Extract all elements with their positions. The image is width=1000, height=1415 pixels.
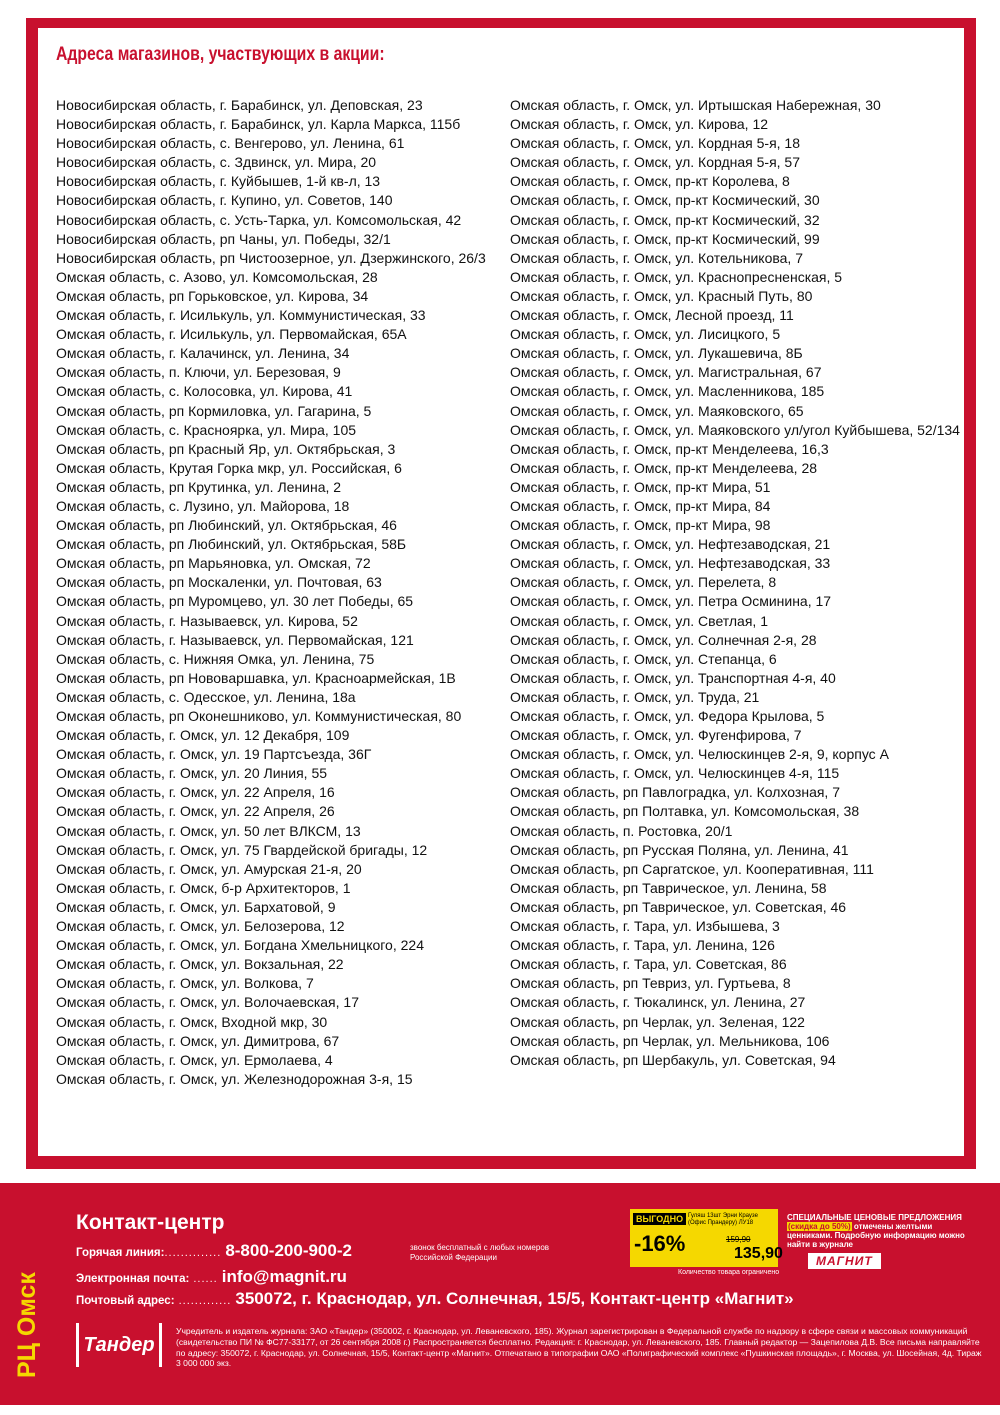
address-item: Омская область, г. Омск, ул. Труда, 21 (510, 688, 760, 705)
address-item: Омская область, г. Омск, ул. 50 лет ВЛКСМ, 13 (56, 822, 361, 839)
legal-text: Учредитель и издатель журнала: ЗАО «Тандер» (350002, г. Краснодар, ул. Леваневского, 185). Журнал зарегистрирован в Федеральной службе по надзору в сфере связи и массовых коммуникаций (свидетельство ПИ № ФС77-33177, от 26 сентября 2008 г.) Распространяется бесплатно. Редакция: г. Краснодар, ул. Леваневского, 185. Главный редактор — Зацепилова Д.В. Все письма направляйте по адресу: 350072, г. Краснодар, ул. Солнечная, 15/5, Контакт-центр «Магнит». Отпечатано в типографии ОАО «Полиграфический комплекс «Пушкинская площадь», г. Москва, ул. Шосейная, 4д. Тираж 3 000 000 экз. (176, 1326, 982, 1369)
address-item: Омская область, г. Омск, ул. Ермолаева, 4 (56, 1051, 333, 1068)
address-item: Омская область, г. Омск, пр-кт Космический, 30 (510, 192, 820, 209)
postal-label: Почтовый адрес: (76, 1295, 175, 1307)
address-item: Омская область, г. Омск, ул. Кордная 5-я, 57 (510, 154, 801, 171)
address-item: Омская область, рп Павлоградка, ул. Колхозная, 7 (510, 784, 840, 801)
address-item: Омская область, г. Омск, б-р Архитекторов, 1 (56, 879, 351, 896)
address-item: Омская область, г. Омск, ул. Волкова, 7 (56, 975, 314, 992)
contact-center-title: Контакт-центр (76, 1211, 225, 1234)
address-item: Омская область, г. Омск, ул. Перелета, 8 (510, 574, 777, 591)
hotline-label: Горячая линия: (76, 1247, 165, 1259)
address-item: Новосибирская область, рп Чистоозерное, ул. Дзержинского, 26/3 (56, 249, 486, 266)
address-item: Омская область, г. Омск, ул. Магистральная, 67 (510, 364, 822, 381)
address-item: Омская область, г. Тара, ул. Ленина, 126 (510, 937, 775, 954)
address-item: Омская область, рп Москаленки, ул. Почтовая, 63 (56, 574, 382, 591)
postal-address: 350072, г. Краснодар, ул. Солнечная, 15/5, Контакт-центр «Магнит» (235, 1289, 794, 1308)
address-item: Омская область, г. Омск, ул. Амурская 21-я, 20 (56, 860, 362, 877)
address-item: Омская область, рп Тевриз, ул. Гуртьева, 8 (510, 975, 791, 992)
address-item: Омская область, рп Марьяновка, ул. Омская, 72 (56, 555, 371, 572)
address-item: Омская область, рп Полтавка, ул. Комсомольская, 38 (510, 803, 860, 820)
address-item: Омская область, г. Омск, пр-кт Мира, 51 (510, 478, 771, 495)
tander-logo (76, 1323, 162, 1367)
address-item: Новосибирская область, рп Чаны, ул. Победы, 32/1 (56, 230, 391, 247)
address-item: Омская область, рп Кормиловка, ул. Гагарина, 5 (56, 402, 372, 419)
address-item: Омская область, г. Омск, пр-кт Мира, 98 (510, 517, 771, 534)
address-item: Омская область, г. Омск, Входной мкр, 30 (56, 1013, 328, 1030)
address-item: Омская область, с. Красноярка, ул. Мира, 105 (56, 421, 357, 438)
address-item: Омская область, г. Омск, ул. Белозерова, 12 (56, 918, 345, 935)
magnit-logo: МАГНИТ (808, 1253, 881, 1269)
address-item: Омская область, рп Черлак, ул. Мельникова, 106 (510, 1032, 830, 1049)
address-item: Омская область, г. Омск, ул. Федора Крылова, 5 (510, 708, 825, 724)
address-item: Омская область, п. Ростовка, 20/1 (510, 822, 733, 839)
address-item: Новосибирская область, г. Купино, ул. Советов, 140 (56, 192, 393, 209)
address-item: Новосибирская область, г. Барабинск, ул. Карла Маркса, 115б (56, 116, 461, 133)
promo-line1: СПЕЦИАЛЬНЫЕ ЦЕНОВЫЕ ПРЕДЛОЖЕНИЯ (787, 1213, 962, 1222)
address-item: Омская область, г. Омск, пр-кт Космический, 99 (510, 230, 820, 247)
region-label: РЦ Омск (13, 1272, 41, 1378)
sticker-discount: -16% (634, 1231, 686, 1256)
address-item: Омская область, г. Омск, ул. 22 Апреля, 26 (56, 803, 335, 820)
address-list-left (56, 96, 496, 1089)
email-link[interactable]: info@magnit.ru (221, 1267, 347, 1286)
address-item: Омская область, п. Ключи, ул. Березовая, 9 (56, 364, 341, 381)
email-label: Электронная почта: (76, 1273, 190, 1285)
hotline-number[interactable]: 8-800-200-900-2 (225, 1241, 352, 1260)
address-item: Омская область, г. Омск, ул. Маяковского, 65 (510, 402, 804, 419)
address-item: Омская область, г. Омск, ул. Светлая, 1 (510, 612, 768, 629)
address-item: Омская область, г. Исилькуль, ул. Коммунистическая, 33 (56, 307, 426, 324)
address-item: Омская область, рп Таврическое, ул. Советская, 46 (510, 898, 847, 915)
address-item: Омская область, г. Омск, пр-кт Королева, 8 (510, 173, 790, 190)
address-item: Омская область, г. Омск, ул. Красный Путь, 80 (510, 287, 813, 304)
address-item: Омская область, г. Омск, ул. 19 Партсъезда, 36Г (56, 746, 372, 763)
address-item: Омская область, рп Муромцево, ул. 30 лет Победы, 65 (56, 593, 414, 610)
address-item: Омская область, г. Омск, ул. Богдана Хмельницкого, 224 (56, 937, 424, 954)
address-item: Новосибирская область, с. Усть-Тарка, ул. Комсомольская, 42 (56, 211, 462, 228)
address-item: Омская область, г. Омск, ул. Железнодорожная 3-я, 15 (56, 1070, 413, 1087)
address-item: Омская область, рп Любинский, ул. Октябрьская, 58Б (56, 536, 407, 553)
address-item: Омская область, г. Омск, ул. Котельникова, 7 (510, 249, 803, 266)
address-item: Омская область, г. Омск, ул. Челюскинцев 2-я, 9, корпус А (510, 746, 889, 763)
address-item: Омская область, г. Тюкалинск, ул. Ленина, 27 (510, 994, 806, 1011)
address-item: Омская область, с. Нижняя Омка, ул. Ленина, 75 (56, 650, 375, 667)
hotline-note: звонок бесплатный с любых номеров Российской Федерации (410, 1243, 550, 1262)
sticker-product: Гуляш 13шт Эрни Краузе (Офис Прандеру) ЛУ18 (688, 1213, 758, 1226)
address-item: Новосибирская область, г. Барабинск, ул. Деповская, 23 (56, 97, 423, 113)
address-item: Омская область, г. Исилькуль, ул. Первомайская, 65А (56, 326, 407, 343)
sticker-note: Количество товара ограничено (678, 1269, 780, 1276)
sticker-price: 135,90 (734, 1245, 783, 1262)
address-item: Омская область, рп Крутинка, ул. Ленина, 2 (56, 478, 342, 495)
sticker-tag: ВЫГОДНО (633, 1213, 686, 1225)
address-item: Омская область, рп Таврическое, ул. Ленина, 58 (510, 879, 827, 896)
address-item: Омская область, г. Омск, ул. Бархатовой, 9 (56, 898, 336, 915)
address-item: Омская область, рп Нововаршавка, ул. Красноармейская, 1В (56, 669, 456, 686)
address-item: Омская область, рп Оконешниково, ул. Коммунистическая, 80 (56, 708, 462, 724)
address-item: Омская область, г. Омск, ул. Масленникова, 185 (510, 383, 825, 400)
address-item: Омская область, г. Омск, Лесной проезд, 11 (510, 307, 794, 324)
address-item: Омская область, г. Называевск, ул. Кирова, 52 (56, 612, 358, 629)
address-item: Омская область, г. Омск, ул. Челюскинцев 4-я, 115 (510, 765, 840, 782)
address-item: Омская область, г. Тара, ул. Советская, 86 (510, 956, 787, 973)
address-item: Омская область, рп Русская Поляна, ул. Ленина, 41 (510, 841, 849, 858)
tander-logo-text: Тандер (83, 1333, 155, 1356)
address-item: Омская область, г. Омск, пр-кт Мира, 84 (510, 497, 771, 514)
address-item: Омская область, с. Одесское, ул. Ленина, 18а (56, 688, 356, 705)
email-row: Электронная почта: ...... info@magnit.ru (76, 1267, 347, 1286)
address-item: Омская область, г. Омск, ул. Нефтезаводская, 21 (510, 536, 831, 553)
address-item: Омская область, рп Шербакуль, ул. Советская, 94 (510, 1051, 836, 1068)
address-item: Омская область, г. Омск, ул. Фугенфирова, 7 (510, 727, 802, 744)
address-item: Омская область, г. Омск, ул. Транспортная 4-я, 40 (510, 669, 836, 686)
address-item: Новосибирская область, с. Здвинск, ул. Мира, 20 (56, 154, 377, 171)
address-item: Омская область, Крутая Горка мкр, ул. Российская, 6 (56, 459, 402, 476)
address-item: Омская область, г. Омск, ул. Лукашевича, 8Б (510, 345, 803, 362)
address-item: Новосибирская область, с. Венгерово, ул. Ленина, 61 (56, 135, 405, 152)
price-tag-sample (630, 1209, 783, 1267)
address-item: Омская область, г. Омск, ул. Кирова, 12 (510, 116, 769, 133)
address-item: Омская область, г. Омск, ул. Маяковского ул/угол Куйбышева, 52/134 (510, 421, 960, 438)
postal-row: Почтовый адрес: ............. 350072, г. Краснодар, ул. Солнечная, 15/5, Контакт-центр «Магнит» (76, 1289, 794, 1308)
promo-highlight: (скидка до 50%) (788, 1222, 851, 1231)
address-item: Омская область, г. Омск, ул. Иртышская Набережная, 30 (510, 97, 881, 113)
address-item: Омская область, рп Любинский, ул. Октябрьская, 46 (56, 517, 397, 534)
address-list-right (510, 96, 970, 1070)
address-item: Омская область, г. Омск, ул. 22 Апреля, 16 (56, 784, 335, 801)
promo-text (787, 1213, 967, 1249)
address-item: Омская область, с. Лузино, ул. Майорова, 18 (56, 497, 350, 514)
address-item: Омская область, г. Омск, ул. Кордная 5-я, 18 (510, 135, 801, 152)
address-item: Омская область, г. Омск, ул. Лисицкого, 5 (510, 326, 781, 343)
address-item: Омская область, г. Омск, ул. Петра Осминина, 17 (510, 593, 832, 610)
address-item: Омская область, г. Омск, ул. 75 Гвардейской бригады, 12 (56, 841, 428, 858)
footer (0, 1183, 1000, 1405)
address-item: Омская область, с. Колосовка, ул. Кирова, 41 (56, 383, 353, 400)
address-item: Омская область, г. Омск, пр-кт Менделеева, 28 (510, 459, 818, 476)
address-item: Омская область, г. Омск, ул. Димитрова, 67 (56, 1032, 340, 1049)
address-item: Омская область, г. Тара, ул. Избышева, 3 (510, 918, 780, 935)
address-item: Новосибирская область, г. Куйбышев, 1-й кв-л, 13 (56, 173, 381, 190)
address-item: Омская область, с. Азово, ул. Комсомольская, 28 (56, 268, 378, 285)
promo-line2: отмечены желтыми ценниками. Подробную информацию можно найти в журнале (787, 1222, 965, 1249)
address-item: Омская область, г. Омск, ул. Степанца, 6 (510, 650, 777, 667)
address-item: Омская область, рп Красный Яр, ул. Октябрьская, 3 (56, 440, 396, 457)
sticker-old-price: 159,90 (726, 1235, 751, 1244)
address-item: Омская область, г. Омск, пр-кт Космический, 32 (510, 211, 820, 228)
address-item: Омская область, г. Омск, ул. 12 Декабря, 109 (56, 727, 350, 744)
address-item: Омская область, рп Горьковское, ул. Кирова, 34 (56, 287, 369, 304)
address-item: Омская область, г. Омск, ул. Вокзальная, 22 (56, 956, 344, 973)
address-item: Омская область, г. Омск, ул. Нефтезаводская, 33 (510, 555, 831, 572)
address-item: Омская область, г. Омск, ул. Солнечная 2-я, 28 (510, 631, 817, 648)
address-item: Омская область, г. Омск, ул. Краснопресненская, 5 (510, 268, 843, 285)
address-item: Омская область, рп Саргатское, ул. Кооперативная, 111 (510, 860, 874, 877)
address-item: Омская область, г. Называевск, ул. Первомайская, 121 (56, 631, 414, 648)
page-title: Адреса магазинов, участвующих в акции: (56, 44, 385, 65)
address-item: Омская область, рп Черлак, ул. Зеленая, 122 (510, 1013, 805, 1030)
address-item: Омская область, г. Омск, пр-кт Менделеева, 16,3 (510, 440, 829, 457)
address-item: Омская область, г. Омск, ул. 20 Линия, 55 (56, 765, 328, 782)
hotline-row: Горячая линия:.............. 8-800-200-900-2 (76, 1241, 352, 1260)
address-item: Омская область, г. Омск, ул. Волочаевская, 17 (56, 994, 359, 1011)
address-item: Омская область, г. Калачинск, ул. Ленина, 34 (56, 345, 350, 362)
